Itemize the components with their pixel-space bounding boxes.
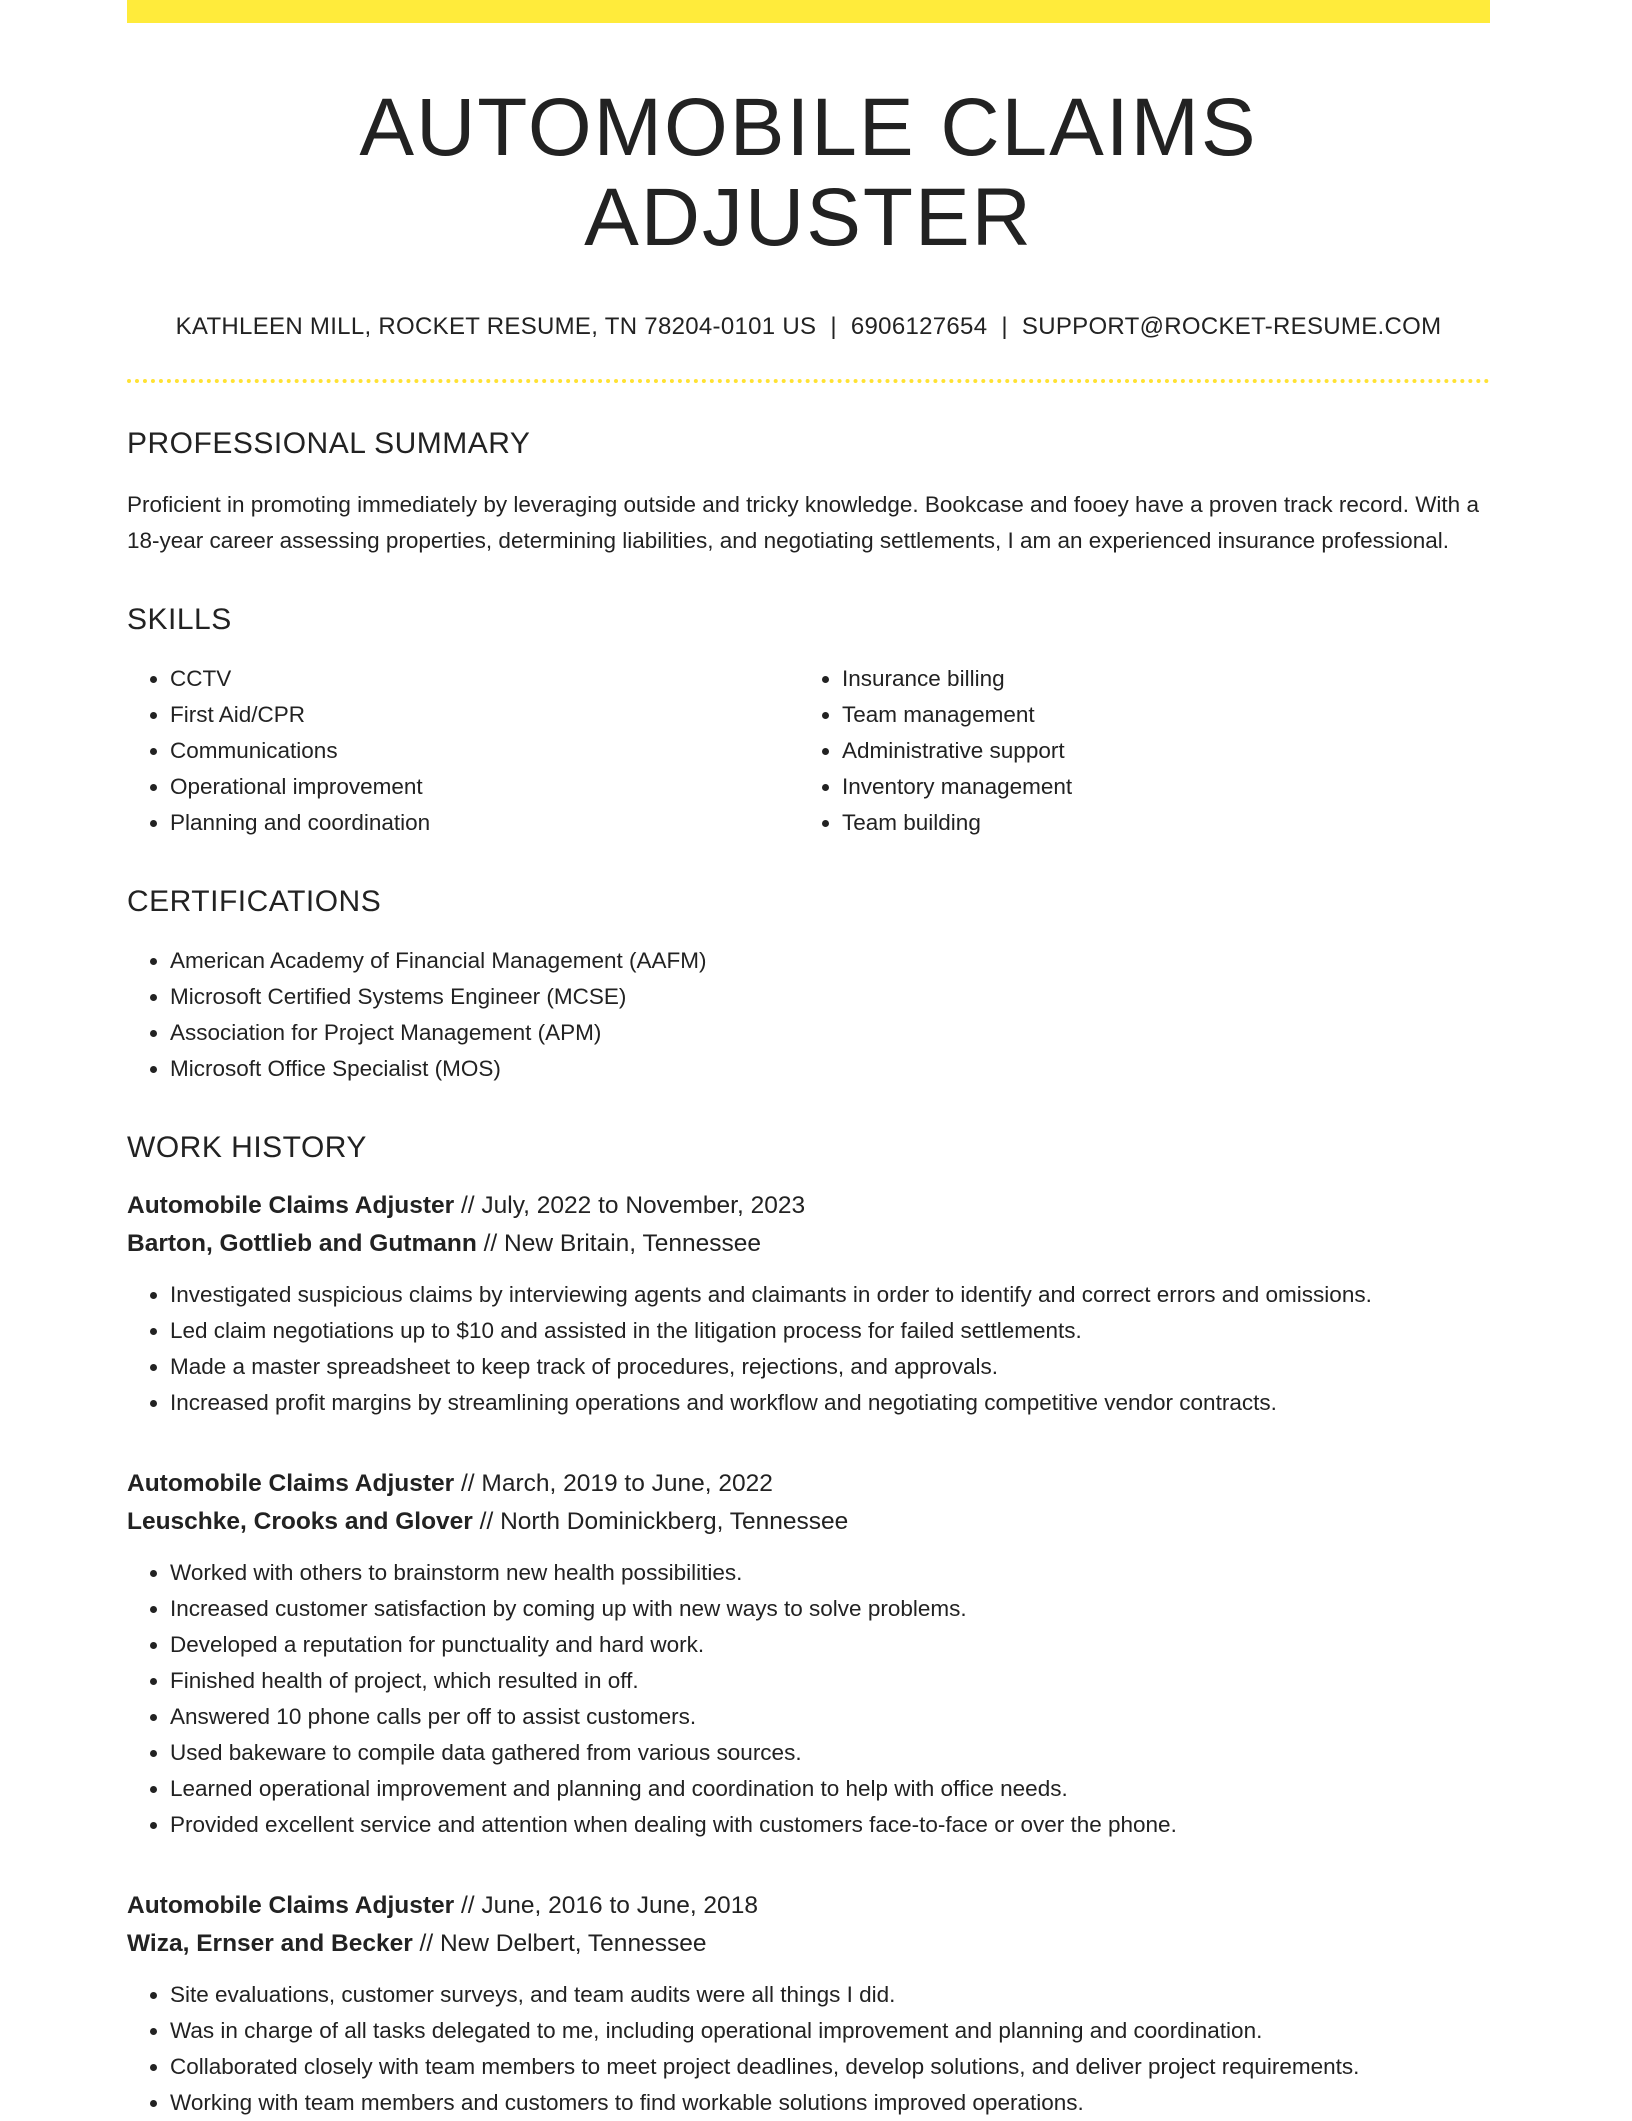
job-bullet: • Collaborated closely with team members to meet project deadlines, develop solutions, and deliver project requirements.	[170, 2049, 1490, 2085]
job-location: // New Delbert, Tennessee	[419, 1930, 707, 1958]
job-location: // New Britain, Tennessee	[483, 1230, 761, 1258]
job-entry-3	[127, 1887, 1490, 2121]
skill-item: • Inventory management	[842, 769, 1471, 805]
job-bullet: • Used bakeware to compile data gathered from various sources.	[170, 1735, 1490, 1771]
job-title: Automobile Claims Adjuster	[127, 1470, 455, 1498]
top-accent-bar	[127, 0, 1490, 23]
skill-item: • Insurance billing	[842, 661, 1471, 697]
skills-list-right	[799, 661, 1471, 841]
contact-separator: |	[830, 313, 837, 341]
contact-email: SUPPORT@ROCKET-RESUME.COM	[1021, 313, 1442, 341]
job-dates: // July, 2022 to November, 2023	[460, 1192, 806, 1220]
section-heading-work-history: WORK HISTORY	[127, 1131, 367, 1165]
job-company: Barton, Gottlieb and Gutmann	[127, 1230, 477, 1258]
job-bullet: • Working with team members and customers to find workable solutions improved operations.	[170, 2085, 1490, 2121]
certification-item: • Microsoft Office Specialist (MOS)	[170, 1051, 1490, 1087]
job-bullet: • Investigated suspicious claims by interviewing agents and claimants in order to identify and correct errors and omissions.	[170, 1277, 1490, 1313]
skills-column-left	[127, 661, 799, 841]
job-bullet: • Made a master spreadsheet to keep track of procedures, rejections, and approvals.	[170, 1349, 1490, 1385]
job-bullet: • Site evaluations, customer surveys, and team audits were all things I did.	[170, 1977, 1490, 2013]
job-title: Automobile Claims Adjuster	[127, 1892, 455, 1920]
job-title-line	[127, 1887, 1490, 1925]
job-entry-1	[127, 1187, 1490, 1421]
skills-column-right	[799, 661, 1471, 841]
job-bullet: • Was in charge of all tasks delegated to me, including operational improvement and planning and coordination.	[170, 2013, 1490, 2049]
skills-columns	[127, 661, 1490, 841]
certification-item: • Association for Project Management (APM)	[170, 1015, 1490, 1051]
job-bullet: • Provided excellent service and attention when dealing with customers face-to-face or over the phone.	[170, 1807, 1490, 1843]
resume-page	[127, 0, 1490, 2121]
skills-list-left	[127, 661, 799, 841]
certifications-list	[127, 943, 1490, 1087]
contact-line	[127, 313, 1490, 341]
contact-separator: |	[1001, 313, 1008, 341]
skill-item: • Administrative support	[842, 733, 1471, 769]
job-bullets	[127, 1977, 1490, 2121]
job-entry-2	[127, 1465, 1490, 1843]
skill-item: • Operational improvement	[170, 769, 799, 805]
certification-item: • Microsoft Certified Systems Engineer (MCSE)	[170, 979, 1490, 1015]
job-company-line	[127, 1225, 1490, 1263]
skill-item: • Team building	[842, 805, 1471, 841]
job-bullet: • Developed a reputation for punctuality and hard work.	[170, 1627, 1490, 1663]
job-bullet: • Finished health of project, which resulted in off.	[170, 1663, 1490, 1699]
job-dates: // June, 2016 to June, 2018	[460, 1892, 758, 1920]
dotted-divider	[127, 379, 1490, 383]
section-heading-summary: PROFESSIONAL SUMMARY	[127, 427, 531, 461]
skill-item: • First Aid/CPR	[170, 697, 799, 733]
job-bullet: • Answered 10 phone calls per off to assist customers.	[170, 1699, 1490, 1735]
job-dates: // March, 2019 to June, 2022	[460, 1470, 773, 1498]
job-company-line	[127, 1925, 1490, 1963]
job-bullet: • Increased profit margins by streamlining operations and workflow and negotiating competitive vendor contracts.	[170, 1385, 1490, 1421]
skill-item: • Communications	[170, 733, 799, 769]
job-bullets	[127, 1555, 1490, 1843]
skill-item: • Planning and coordination	[170, 805, 799, 841]
job-title-line	[127, 1187, 1490, 1225]
job-location: // North Dominickberg, Tennessee	[479, 1508, 849, 1536]
section-heading-skills: SKILLS	[127, 603, 232, 637]
job-title: Automobile Claims Adjuster	[127, 1192, 455, 1220]
skill-item: • CCTV	[170, 661, 799, 697]
section-heading-certifications: CERTIFICATIONS	[127, 885, 382, 919]
job-company: Wiza, Ernser and Becker	[127, 1930, 413, 1958]
job-title-line	[127, 1465, 1490, 1503]
resume-title: AUTOMOBILE CLAIMS ADJUSTER	[359, 82, 1258, 264]
job-bullet: • Led claim negotiations up to $10 and assisted in the litigation process for failed settlements.	[170, 1313, 1490, 1349]
job-bullet: • Worked with others to brainstorm new health possibilities.	[170, 1555, 1490, 1591]
job-bullets	[127, 1277, 1490, 1421]
contact-address: KATHLEEN MILL, ROCKET RESUME, TN 78204-0101 US	[175, 313, 817, 341]
job-bullet: • Increased customer satisfaction by coming up with new ways to solve problems.	[170, 1591, 1490, 1627]
job-bullet: • Learned operational improvement and planning and coordination to help with office needs.	[170, 1771, 1490, 1807]
summary-text: Proficient in promoting immediately by leveraging outside and tricky knowledge. Bookcase and fooey have a proven track record. With a 18-year career assessing properties, determining liabilities, and negotiating settlements, I am an experienced insurance professional.	[127, 492, 1479, 554]
contact-phone: 6906127654	[850, 313, 988, 341]
job-company-line	[127, 1503, 1490, 1541]
skill-item: • Team management	[842, 697, 1471, 733]
certification-item: • American Academy of Financial Management (AAFM)	[170, 943, 1490, 979]
job-company: Leuschke, Crooks and Glover	[127, 1508, 473, 1536]
